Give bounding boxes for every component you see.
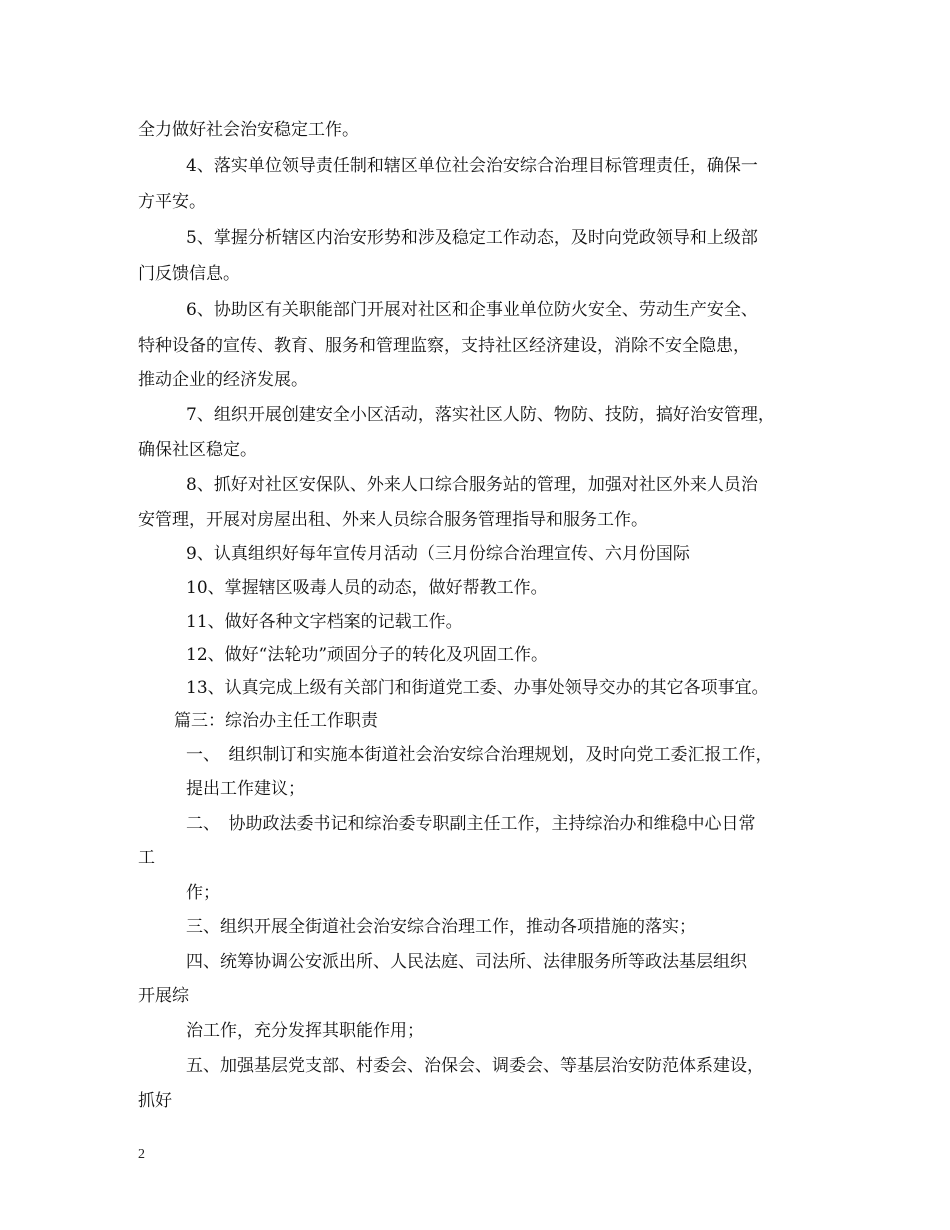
text-line-2: 4、落实单位领导责任制和辖区单位社会治安综合治理目标管理责任，确保一: [186, 156, 758, 176]
text-line-6: 6、协助区有关职能部门开展对社区和企事业单位防火安全、劳动生产安全、: [186, 300, 758, 320]
text-line-12: 安管理，开展对房屋出租、外来人员综合服务管理指导和服务工作。: [138, 510, 648, 530]
text-line-1: 全力做好社会治安稳定工作。: [138, 120, 359, 140]
text-line-27: 治工作，充分发挥其职能作用；: [186, 1021, 424, 1041]
section-heading: 篇三：综治办主任工作职责: [174, 711, 378, 731]
text-line-4: 5、掌握分析辖区内治安形势和涉及稳定工作动态，及时向党政领导和上级部: [186, 228, 758, 248]
text-line-3: 方平安。: [138, 192, 206, 212]
text-line-29: 抓好: [138, 1091, 172, 1111]
text-line-13: 9、认真组织好每年宣传月活动（三月份综合治理宣传、六月份国际: [186, 544, 690, 564]
page-number: 2: [138, 1147, 145, 1162]
text-line-5: 门反馈信息。: [138, 264, 240, 284]
text-line-19: 一、 组织制订和实施本街道社会治安综合治理规划，及时向党工委汇报工作，: [186, 745, 773, 765]
text-line-23: 作；: [186, 883, 220, 903]
text-line-7: 特种设备的宣传、教育、服务和管理监察，支持社区经济建设，消除不安全隐患，: [138, 336, 750, 356]
text-line-24: 三、组织开展全街道社会治安综合治理工作，推动各项措施的落实；: [186, 917, 696, 937]
text-line-9: 7、组织开展创建安全小区活动，落实社区人防、物防、技防，搞好治安管理，: [186, 405, 775, 425]
text-line-14: 10、掌握辖区吸毒人员的动态，做好帮教工作。: [186, 578, 548, 598]
text-line-28: 五、加强基层党支部、村委会、治保会、调委会、等基层治安防范体系建设，: [186, 1056, 764, 1076]
text-line-22: 工: [138, 848, 155, 868]
text-line-25: 四、统筹协调公安派出所、人民法庭、司法所、法律服务所等政法基层组织: [186, 952, 747, 972]
text-line-21: 二、 协助政法委书记和综治委专职副主任工作，主持综治办和维稳中心日常: [186, 814, 756, 834]
text-line-20: 提出工作建议；: [186, 779, 305, 799]
text-line-8: 推动企业的经济发展。: [138, 370, 308, 390]
text-line-26: 开展综: [138, 986, 189, 1006]
text-line-16: 12、做好“法轮功”顽固分子的转化及巩固工作。: [186, 645, 549, 665]
text-line-15: 11、做好各种文字档案的记载工作。: [186, 612, 463, 632]
text-line-17: 13、认真完成上级有关部门和街道党工委、办事处领导交办的其它各项事宜。: [186, 678, 769, 698]
text-line-11: 8、抓好对社区安保队、外来人口综合服务站的管理，加强对社区外来人员治: [186, 475, 758, 495]
text-line-10: 确保社区稳定。: [138, 440, 257, 460]
